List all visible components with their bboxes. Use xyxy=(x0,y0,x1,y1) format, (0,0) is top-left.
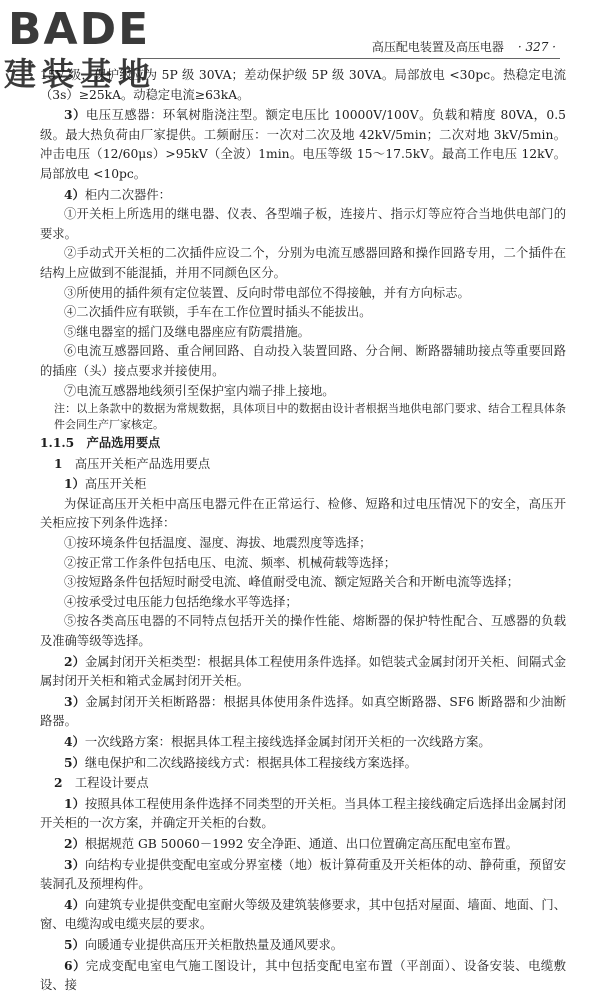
note-paragraph xyxy=(40,401,566,433)
paragraph xyxy=(40,573,566,593)
paragraph-text: ⑥电流互感器回路、重合闸回路、自动投入装置回路、分合闸、断路器辅助接点等重要回路的插座（头）接点要求并接使用。 xyxy=(40,344,566,378)
paragraph-text: 向建筑专业提供变配电室耐火等级及建筑装修要求，其中包括对屋面、墙面、地面、门、窗、电缆沟或电缆夹层的要求。 xyxy=(40,897,566,932)
paragraph-text: ⑦电流互感器地线须引至保护室内端子排上接地。 xyxy=(64,383,335,398)
paragraph-text: ⑤继电器室的摇门及继电器座应有防震措施。 xyxy=(64,324,310,339)
paragraph xyxy=(40,554,566,574)
paragraph-text: 柜内二次器件： xyxy=(84,187,171,202)
paragraph xyxy=(40,956,566,996)
paragraph xyxy=(40,753,566,774)
paragraph xyxy=(40,433,566,454)
paragraph-text: 根据规范 GB 50060－1992 安全净距、通道、出口位置确定高压配电室布置。 xyxy=(84,836,518,851)
paragraph-text: ④二次插件应有联锁，手车在工作位置时插头不能拔出。 xyxy=(64,305,372,320)
paragraph-text: 工程设计要点 xyxy=(62,776,149,791)
paragraph xyxy=(40,855,566,895)
item-number: 5） xyxy=(64,936,85,952)
item-number: 4） xyxy=(64,186,85,202)
running-header xyxy=(372,38,556,55)
paragraph xyxy=(40,342,566,381)
paragraph xyxy=(40,382,566,402)
logo-text-cn: 建装基地 xyxy=(4,55,157,93)
paragraph xyxy=(40,454,566,475)
paragraph-text: 金属封闭开关柜类型：根据具体工程使用条件选择。如铠装式金属封闭开关柜、间隔式金属封闭开关柜和箱式金属封闭开关柜。 xyxy=(40,654,566,689)
item-number: 6） xyxy=(64,957,86,973)
paragraph xyxy=(40,185,566,206)
paragraph-text: 15V 级，保护级应为 5P 级 30VA；差动保护级 5P 级 30VA。局部放电 <30pc。热稳定电流（3s）≥25kA。动稳定电流≥63kA。 xyxy=(40,68,566,102)
paragraph-text: ②手动式开关柜的二次插件应设二个，分别为电流互感器回路和操作回路专用，二个插件在结构上应做到不能混插，并用不同颜色区分。 xyxy=(40,246,566,280)
paragraph xyxy=(40,303,566,323)
paragraph-text: 金属封闭开关柜断路器：根据具体使用条件选择。如真空断路器、SF6 断路器和少油断路器。 xyxy=(40,694,566,729)
page-number: · 327 · xyxy=(517,40,556,54)
paragraph-text: 完成变配电室电气施工图设计，其中包括变配电室布置（平剖面）、设备安装、电缆敷设、接 xyxy=(40,958,566,993)
paragraph xyxy=(40,105,566,184)
header-rule xyxy=(140,58,560,59)
paragraph-text: ①按环境条件包括温度、湿度、海拔、地震烈度等选择； xyxy=(64,536,372,551)
paragraph-text: 按照具体工程使用条件选择不同类型的开关柜。当具体工程主接线确定后选择出金属封闭开关柜的一次方案，并确定开关柜的台数。 xyxy=(40,796,566,831)
body-text xyxy=(40,66,566,996)
paragraph xyxy=(40,205,566,244)
item-number: 3） xyxy=(64,693,86,709)
paragraph xyxy=(40,244,566,283)
paragraph-text: 继电保护和二次线路接线方式：根据具体工程接线方案选择。 xyxy=(84,755,417,770)
item-number: 2） xyxy=(64,835,85,851)
paragraph-text: ②按正常工作条件包括电压、电流、频率、机械荷载等选择； xyxy=(64,555,397,570)
paragraph-text: 一次线路方案：根据具体工程主接线选择金属封闭开关柜的一次线路方案。 xyxy=(84,735,491,749)
paragraph-text: 产品选用要点 xyxy=(74,435,161,451)
paragraph xyxy=(40,732,566,753)
paragraph-text: ③按短路条件包括短时耐受电流、峰值耐受电流、额定短路关合和开断电流等选择； xyxy=(64,575,519,590)
paragraph-text: ④按承受过电压能力包括绝缘水平等选择； xyxy=(64,594,298,609)
paragraph-text: 注：以上条款中的数据为常规数据，具体项目中的数据由设计者根据当地供电部门要求、结合工程具体条件会同生产厂家核定。 xyxy=(54,402,566,432)
paragraph-text: 向暖通专业提供高压开关柜散热量及通风要求。 xyxy=(84,937,344,952)
item-number: 1 xyxy=(54,455,63,471)
paragraph xyxy=(40,834,566,855)
paragraph xyxy=(40,323,566,343)
paragraph-text: ⑤按各类高压电器的不同特点包括开关的操作性能、熔断器的保护特性配合、互感器的负载及准确等级等选择。 xyxy=(40,614,566,649)
chapter-title: 高压配电装置及高压电器 xyxy=(371,40,504,54)
paragraph-text: 电压互感器：环氧树脂浇注型。额定电压比 10000V/100V。负载和精度 80VA，0.5 级。最大热负荷由厂家提供。工频耐压：一次对二次及地 42kV/5min；二次对地 3kV/5min。冲击电压（12/60μs）>95kV（全波）1min。电压等级 15～17.5kV。最高工作电压 12kV。局部放电 <10pc。 xyxy=(40,108,566,181)
paragraph xyxy=(40,652,566,692)
paragraph xyxy=(40,474,566,495)
paragraph xyxy=(40,935,566,956)
item-number: 1） xyxy=(64,795,85,811)
paragraph xyxy=(40,773,566,794)
item-number: 2 xyxy=(54,775,63,791)
logo-text-en: BADE xyxy=(8,4,151,55)
item-number: 4） xyxy=(64,896,85,912)
paragraph xyxy=(40,692,566,732)
paragraph-text: 高压开关柜产品选用要点 xyxy=(62,456,211,471)
paragraph-text: 为保证高压开关柜中高压电器元件在正常运行、检修、短路和过电压情况下的安全，高压开关柜应按下列条件选择： xyxy=(40,496,566,531)
item-number: 4） xyxy=(64,734,85,749)
paragraph xyxy=(40,495,566,534)
paragraph xyxy=(40,612,566,651)
item-number: 5） xyxy=(64,754,85,770)
item-number: 1） xyxy=(64,476,85,492)
item-number: 3） xyxy=(64,107,86,123)
paragraph xyxy=(40,895,566,935)
item-number: 3） xyxy=(64,856,85,872)
paragraph xyxy=(40,534,566,554)
paragraph-text: ①开关柜上所选用的继电器、仪表、各型端子板，连接片、指示灯等应符合当地供电部门的要求。 xyxy=(40,207,566,241)
paragraph xyxy=(40,284,566,304)
item-number: 1.1.5 xyxy=(40,435,75,451)
paragraph-text: 向结构专业提供变配电室或分界室楼（地）板计算荷重及开关柜体的动、静荷重，预留安装洞孔及预埋构件。 xyxy=(40,857,566,892)
paragraph xyxy=(40,66,566,105)
paragraph-text: 高压开关柜 xyxy=(84,477,147,492)
paragraph xyxy=(40,593,566,613)
paragraph xyxy=(40,794,566,834)
item-number: 2） xyxy=(64,653,85,669)
paragraph-text: ③所使用的插件须有定位装置、反向时带电部位不得接触，并有方向标志。 xyxy=(64,285,470,300)
